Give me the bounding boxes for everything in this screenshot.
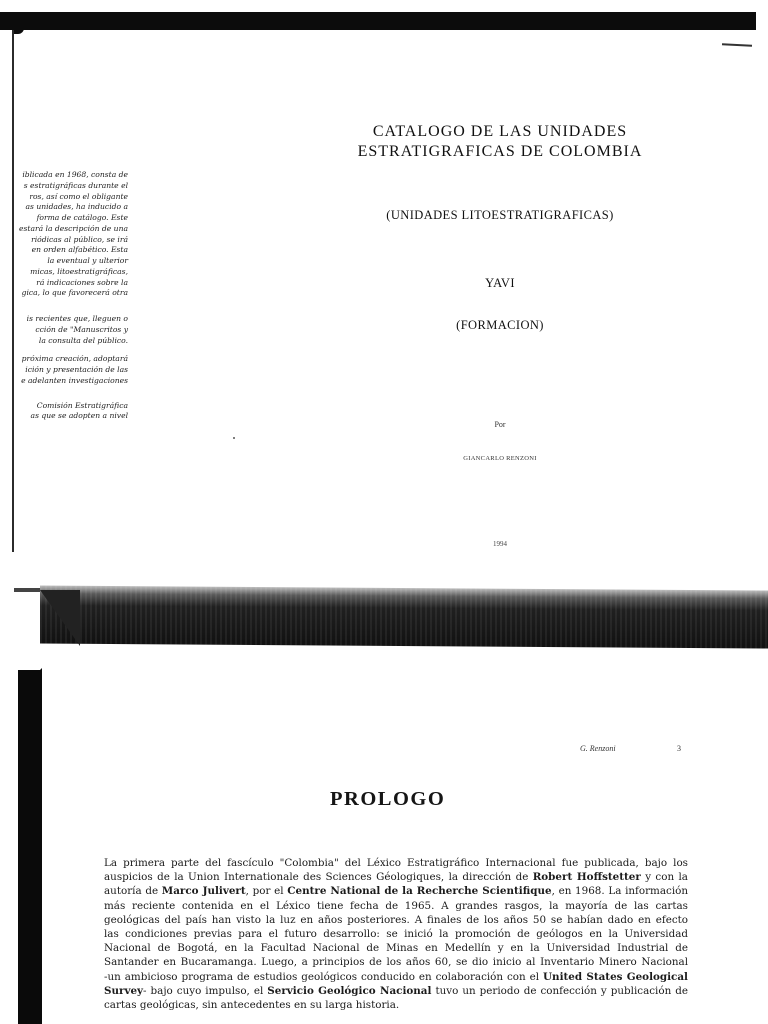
organization-name: Servicio Geológico Nacional — [267, 984, 432, 997]
cover-unit-type: (FORMACION) — [456, 318, 544, 332]
cover-by-label: Por — [494, 420, 506, 429]
text-line: ros, así como el obligante — [29, 191, 128, 201]
text-line: s estratigráficas durante el — [23, 180, 128, 190]
scan-dark-band-wedge — [40, 590, 80, 646]
paragraph-line: las condiciones previas para el futuro desarrollo: se inició la promoción de geólogos en la Universidad — [104, 928, 688, 941]
text-line: cción de "Manuscritos y — [35, 324, 128, 334]
facing-page-paragraph-3 — [14, 354, 128, 386]
text-run: y con la — [640, 871, 688, 884]
paragraph-line: Nacional de Bogotá, en la Facultad Nacional de Minas en Medellín y en la Universidad Industrial de — [104, 942, 688, 955]
page-number: 3 — [677, 744, 681, 753]
text-line: is recientes que, lleguen o — [26, 314, 128, 323]
paragraph-line: Santander en Bucaramanga. Luego, a principios de los años 60, se dio inicio al Inventario Minero Nacional — [104, 956, 688, 969]
text-run: auspicios de la Union Internationale des Sciences Géologiques, la dirección de — [104, 871, 533, 884]
scan-edge-fragment — [14, 588, 42, 592]
cover-year: 1994 — [493, 540, 507, 548]
organization-name: Survey — [104, 984, 144, 997]
scan-dark-band — [40, 585, 768, 648]
text-line: iblicada en 1968, consta de — [22, 170, 128, 179]
prologue-paragraph — [104, 856, 688, 1012]
person-name: Robert Hoffstetter — [532, 871, 641, 884]
cover-subtitle: (UNIDADES LITOESTRATIGRAFICAS) — [386, 208, 614, 222]
paragraph-line: La primera parte del fascículo "Colombia" del Léxico Estratigráfico Internacional fue publicada, bajo los — [104, 857, 688, 869]
cover-unit-name: YAVI — [485, 276, 515, 290]
text-run: , por el — [245, 885, 288, 898]
text-line: micas, litoestratigráficas, — [30, 266, 128, 276]
text-run: tuvo un periodo de confección y publicación de — [431, 984, 688, 997]
text-line: as unidades, ha inducido a — [25, 202, 128, 212]
scan-speck — [233, 437, 235, 439]
paragraph-line — [104, 984, 688, 998]
text-run: autoría de — [104, 885, 162, 898]
text-run: , en 1968. La información — [551, 885, 689, 898]
scan-corner-mark — [722, 43, 752, 47]
cover-title-line-1: CATALOGO DE LAS UNIDADES — [372, 123, 628, 140]
facing-page-paragraph-4 — [14, 401, 128, 423]
scan-dark-border-top — [0, 12, 756, 30]
text-run: - bajo cuyo impulso, el — [143, 984, 268, 997]
scan-dark-border-corner — [14, 28, 24, 34]
organization-name: Centre National de la Recherche Scientifique — [287, 885, 552, 898]
cover-title-line-2: ESTRATIGRAFICAS DE COLOMBIA — [357, 143, 643, 160]
text-line: e adelanten investigaciones — [21, 375, 128, 385]
text-line: Comisión Estratigráfica — [36, 400, 128, 410]
text-line: riódicas al público, se irá — [31, 234, 128, 244]
scan-dark-border-left — [18, 670, 42, 1024]
text-line: la eventual y ulterior — [47, 256, 128, 265]
paragraph-line: cartas geológicas, sin antecedentes en su larga historia. — [104, 999, 400, 1012]
paragraph-line — [104, 884, 688, 898]
text-line: as que se adopten a nivel — [30, 411, 128, 421]
paragraph-line — [104, 970, 688, 984]
text-line: próxima creación, adoptará — [21, 354, 128, 364]
organization-name: United States Geological — [543, 970, 688, 983]
paragraph-line: geológicas del país han visto la luz en años posteriores. A finales de los años 50 se habían dado en efecto — [104, 913, 688, 926]
text-line: en orden alfabético. Esta — [31, 245, 128, 255]
text-line: la consulta del público. — [38, 335, 128, 345]
text-line: gica, lo que favorecerá otra — [21, 288, 128, 298]
cover-author: GIANCARLO RENZONI — [463, 455, 537, 462]
facing-page-paragraph-1 — [14, 170, 128, 299]
text-run: -un ambicioso programa de estudios geológicos conducido en colaboración con el — [104, 970, 544, 983]
section-title: PROLOGO — [330, 788, 446, 810]
text-line: estará la descripción de una — [19, 223, 128, 233]
paragraph-line: más reciente contenida en el Léxico tiene fecha de 1965. A grandes rasgos, la mayoría de las cartas — [104, 899, 688, 912]
facing-page-paragraph-2 — [14, 314, 128, 346]
paragraph-line — [104, 870, 688, 884]
facing-page-text-column — [14, 170, 128, 422]
running-header-author: G. Renzoni — [580, 744, 616, 753]
text-line: forma de catálogo. Este — [36, 213, 128, 222]
text-line: ición y presentación de las — [25, 365, 128, 374]
text-line: rá indicaciones sobre la — [36, 277, 128, 287]
person-name: Marco Julivert — [161, 885, 246, 898]
